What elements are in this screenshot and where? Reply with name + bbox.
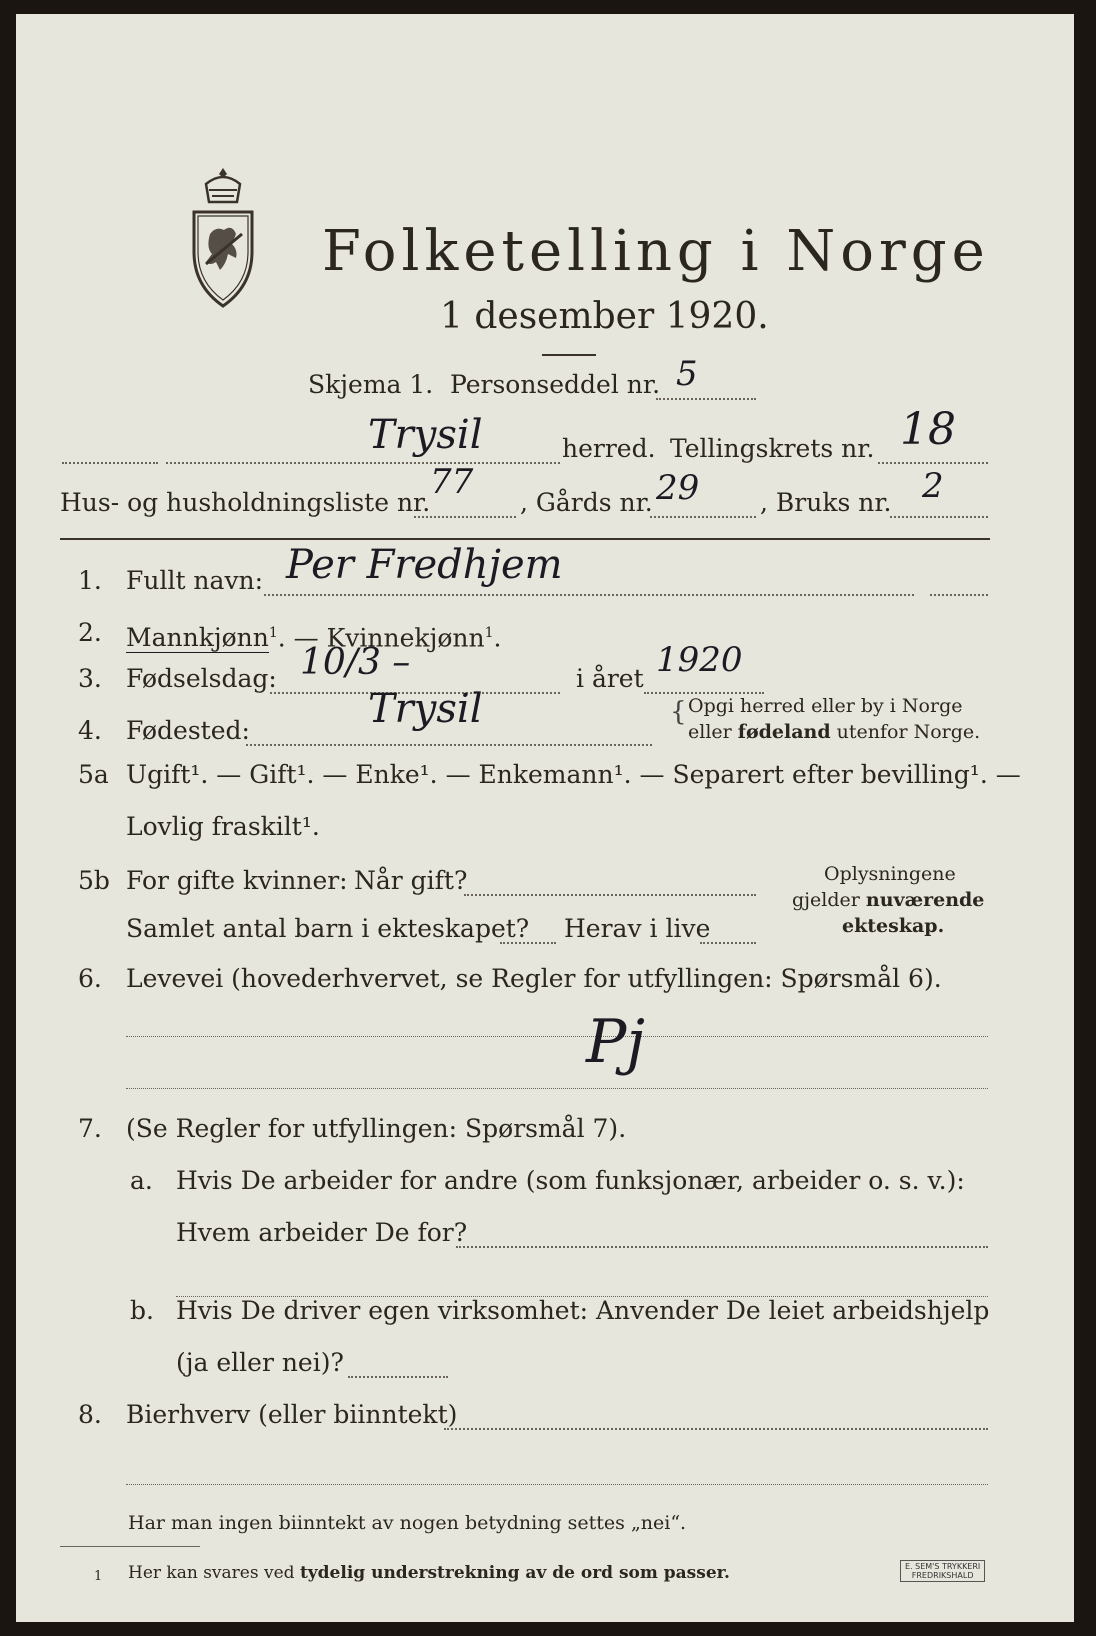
q2-male: Mannkjønn — [126, 623, 269, 653]
q4-note-2 — [688, 720, 980, 744]
q3-value: 10/3 – — [300, 642, 411, 683]
footnote-text — [128, 1558, 730, 1588]
q8-line-2 — [126, 1484, 988, 1485]
q8-number: 8. — [78, 1400, 102, 1429]
q6-line-2 — [126, 1088, 988, 1089]
husliste-label: Hus- og husholdningsliste nr. — [60, 488, 431, 517]
q5b-line1b: Når gift? — [354, 866, 468, 895]
personseddel-line — [656, 398, 756, 400]
footnote-rule — [60, 1546, 200, 1547]
personseddel-value: 5 — [676, 354, 698, 394]
q2-number: 2. — [78, 618, 102, 647]
q3-year-value: 1920 — [656, 640, 743, 680]
q5a-line1: Ugift¹. — Gift¹. — Enke¹. — Enkemann¹. — Separert efter bevilling¹. — — [126, 760, 1021, 789]
title-divider — [542, 354, 596, 356]
husliste-line — [414, 516, 516, 518]
herred-label: herred. — [562, 434, 656, 463]
q8-label: Bierhverv (eller biinntekt) — [126, 1400, 458, 1429]
q4-number: 4. — [78, 716, 102, 745]
q4-brace: { — [670, 697, 687, 727]
footnote-mark: 1 — [94, 1569, 103, 1584]
gards-label: , Gårds nr. — [520, 488, 653, 517]
q4-value: Trysil — [368, 686, 483, 732]
q2-end: . — [493, 623, 502, 653]
footnote-text-b: tydelig understrekning av de ord som passer. — [299, 1563, 730, 1583]
printer-stamp — [900, 1560, 985, 1582]
q7b-line — [348, 1376, 448, 1378]
q5b-note-3: ekteskap. — [842, 915, 945, 937]
q1-line — [264, 594, 914, 596]
q4-note-1: Opgi herred eller by i Norge — [688, 695, 963, 717]
printer-line-2: FREDRIKSHALD — [911, 1571, 974, 1580]
tellingskrets-value: 18 — [900, 404, 956, 455]
q4-line — [246, 744, 652, 746]
q6-label: Levevei (hovederhvervet, se Regler for utfyllingen: Spørsmål 6). — [126, 964, 942, 993]
q7a-text: Hvis De arbeider for andre (som funksjonær, arbeider o. s. v.): — [176, 1166, 965, 1195]
q2-sup-b: 1 — [484, 625, 494, 641]
personseddel-label: Personseddel nr. — [450, 370, 661, 399]
bruks-label: , Bruks nr. — [760, 488, 892, 517]
q3-label: Fødselsdag: — [126, 664, 277, 693]
q7b-question: (ja eller nei)? — [176, 1348, 344, 1377]
printer-line-1: E. SEM'S TRYKKERI — [905, 1562, 981, 1571]
husliste-value: 77 — [430, 462, 474, 502]
q5b-gift-line — [464, 894, 756, 896]
skjema-label: Skjema 1. — [308, 370, 434, 399]
q3-number: 3. — [78, 664, 102, 693]
q5b-barn-line — [500, 942, 556, 944]
q6-number: 6. — [78, 964, 102, 993]
q8-line — [444, 1428, 988, 1430]
q5b-line2b: Herav i live — [564, 914, 711, 943]
q5a-number: 5a — [78, 760, 109, 789]
q6-value: Pj — [586, 1007, 645, 1077]
q5b-live-line — [700, 942, 756, 944]
bruks-value: 2 — [922, 466, 944, 506]
q4-label: Fødested: — [126, 716, 250, 745]
q5b-line2a: Samlet antal barn i ekteskapet? — [126, 914, 530, 943]
q4-note-2c: utenfor Norge. — [830, 721, 981, 743]
coat-of-arms-icon — [180, 164, 266, 316]
q7-number: 7. — [78, 1114, 102, 1143]
footnote-text-a: Her kan svares ved — [128, 1563, 300, 1583]
herred-value: Trysil — [368, 412, 483, 458]
q1-line-end — [930, 594, 988, 596]
tellingskrets-line — [878, 462, 988, 464]
census-date: 1 desember 1920. — [440, 296, 769, 337]
q5b-note-2 — [792, 888, 984, 912]
q7-label: (Se Regler for utfyllingen: Spørsmål 7). — [126, 1114, 627, 1143]
q4-note-2b: fødeland — [737, 721, 831, 743]
q3-year-label: i året — [576, 664, 644, 693]
q5b-note-2a: gjelder — [792, 889, 866, 911]
leading-line — [62, 462, 158, 464]
herred-line — [166, 462, 560, 464]
q5b-note-2b: nuværende — [865, 889, 985, 911]
q2-sup-a: 1 — [268, 625, 278, 641]
q1-number: 1. — [78, 566, 102, 595]
q1-value: Per Fredhjem — [286, 542, 563, 588]
q7a-question: Hvem arbeider De for? — [176, 1218, 468, 1247]
bruks-line — [890, 516, 988, 518]
q7b-letter: b. — [130, 1296, 154, 1325]
q6-line-1 — [126, 1036, 988, 1037]
q5b-line1a: For gifte kvinner: — [126, 866, 348, 895]
q1-label: Fullt navn: — [126, 566, 264, 595]
page-title: Folketelling i Norge — [322, 219, 990, 284]
q7b-text: Hvis De driver egen virksomhet: Anvender De leiet arbeidshjelp — [176, 1296, 990, 1325]
q7a-line — [456, 1246, 988, 1248]
census-form — [16, 14, 1074, 1622]
q7a-letter: a. — [130, 1166, 153, 1195]
biinntekt-note: Har man ingen biinntekt av nogen betydning settes „nei“. — [128, 1512, 687, 1534]
tellingskrets-label: Tellingskrets nr. — [670, 434, 875, 463]
gards-value: 29 — [656, 468, 700, 508]
q5b-note-1: Oplysningene — [824, 863, 956, 885]
gards-line — [650, 516, 756, 518]
q2-female: . — Kvinnekjønn — [277, 623, 485, 653]
q5a-line2: Lovlig fraskilt¹. — [126, 812, 320, 841]
header-divider — [60, 538, 990, 540]
q4-note-2a: eller — [688, 721, 738, 743]
q5b-number: 5b — [78, 866, 110, 895]
